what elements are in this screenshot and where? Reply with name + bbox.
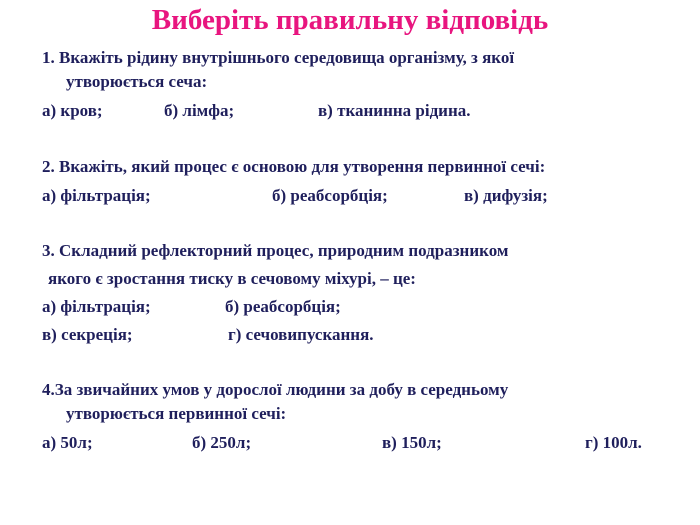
question-3-text: 3. Складний рефлекторний процес, природним подразником bbox=[42, 241, 509, 260]
question-2-option-c: в) дифузія; bbox=[464, 186, 548, 205]
question-3-text-continued: якого є зростання тиску в сечовому міхурі, – це: bbox=[48, 269, 416, 288]
question-4-option-b: б) 250л; bbox=[192, 433, 252, 452]
question-4-text: 4.За звичайних умов у дорослої людини за добу в середньому bbox=[42, 380, 509, 399]
question-4-option-c: в) 150л; bbox=[382, 433, 442, 452]
question-3-option-a: а) фільтрація; bbox=[42, 297, 151, 316]
question-4-option-d: г) 100л. bbox=[585, 433, 642, 452]
question-2-text: 2. Вкажіть, який процес є основою для утворення первинної сечі: bbox=[42, 157, 546, 176]
question-1-text-continued: утворюється сеча: bbox=[66, 72, 208, 91]
question-4-option-a: а) 50л; bbox=[42, 433, 93, 452]
question-2-option-a: а) фільтрація; bbox=[42, 186, 151, 205]
question-1-option-a: а) кров; bbox=[42, 101, 103, 120]
question-1-option-c: в) тканинна рідина. bbox=[318, 101, 471, 120]
slide-title: Виберіть правильну відповідь bbox=[151, 4, 549, 36]
question-1-option-b: б) лімфа; bbox=[164, 101, 235, 120]
question-4-text-continued: утворюється первинної сечі: bbox=[66, 404, 287, 423]
question-2-option-b: б) реабсорбція; bbox=[272, 186, 388, 205]
question-3-option-b: б) реабсорбція; bbox=[225, 297, 341, 316]
question-3-option-c: в) секреція; bbox=[42, 325, 133, 344]
question-1-text: 1. Вкажіть рідину внутрішнього середовища організму, з якої bbox=[42, 48, 515, 67]
question-3-option-d: г) сечовипускання. bbox=[228, 325, 374, 344]
